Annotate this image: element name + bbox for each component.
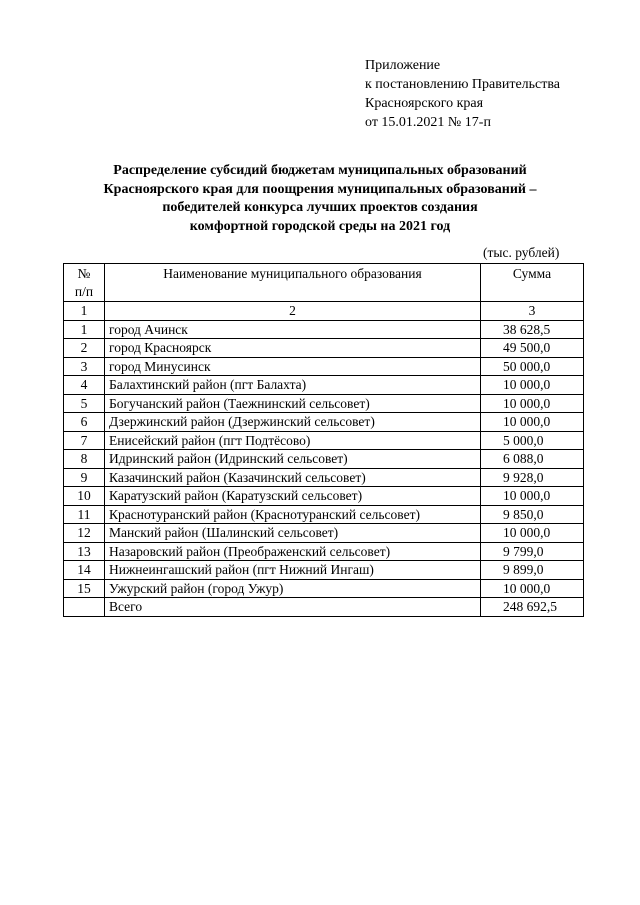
- row-name: Балахтинский район (пгт Балахта): [105, 376, 481, 395]
- table-row: [64, 542, 584, 561]
- row-name: Дзержинский район (Дзержинский сельсовет): [105, 413, 481, 432]
- table-row: [64, 431, 584, 450]
- row-name: Казачинский район (Казачинский сельсовет): [105, 468, 481, 487]
- table-row: [64, 450, 584, 469]
- row-number: 15: [64, 579, 105, 598]
- table-row: [64, 339, 584, 358]
- row-number: 13: [64, 542, 105, 561]
- row-name: Манский район (Шалинский сельсовет): [105, 524, 481, 543]
- row-number: 3: [64, 357, 105, 376]
- table-row: [64, 468, 584, 487]
- title-line-1: Распределение субсидий бюджетам муниципальных образований: [113, 163, 527, 178]
- total-sum: 248 692,5: [481, 598, 584, 617]
- appendix-block: [365, 56, 560, 132]
- row-number: 11: [64, 505, 105, 524]
- appendix-line-2: к постановлению Правительства: [365, 77, 561, 92]
- row-number: 2: [64, 339, 105, 358]
- row-number: 14: [64, 561, 105, 580]
- row-number: 7: [64, 431, 105, 450]
- title-line-3: победителей конкурса лучших проектов создания: [162, 200, 478, 215]
- appendix-line-1: Приложение: [365, 58, 441, 73]
- table-row: [64, 487, 584, 506]
- row-number: 8: [64, 450, 105, 469]
- table-row: [64, 561, 584, 580]
- row-sum: 5 000,0: [481, 431, 584, 450]
- row-name: город Красноярск: [105, 339, 481, 358]
- header-sum: Сумма: [481, 264, 584, 302]
- row-sum: 10 000,0: [481, 376, 584, 395]
- row-sum: 9 899,0: [481, 561, 584, 580]
- row-number: 12: [64, 524, 105, 543]
- appendix-line-4: от 15.01.2021 № 17-п: [365, 115, 491, 130]
- title-line-2: Красноярского края для поощрения муниципальных образований –: [103, 181, 537, 197]
- table-row: [64, 320, 584, 339]
- header-number: [64, 264, 105, 302]
- table-header-row: [64, 264, 584, 302]
- column-number-2: 2: [105, 302, 481, 321]
- row-name: Назаровский район (Преображенский сельсовет): [105, 542, 481, 561]
- table-row: [64, 579, 584, 598]
- total-row: [64, 598, 584, 617]
- row-sum: 49 500,0: [481, 339, 584, 358]
- column-number-1: 1: [64, 302, 105, 321]
- header-number-line-2: п/п: [74, 284, 94, 299]
- table-row: [64, 524, 584, 543]
- units-label: (тыс. рублей): [483, 245, 560, 260]
- row-sum: 50 000,0: [481, 357, 584, 376]
- row-number: 1: [64, 320, 105, 339]
- table-row: [64, 376, 584, 395]
- row-sum: 9 799,0: [481, 542, 584, 561]
- row-name: Богучанский район (Таежнинский сельсовет): [105, 394, 481, 413]
- row-sum: 10 000,0: [481, 487, 584, 506]
- row-name: Идринский район (Идринский сельсовет): [105, 450, 481, 469]
- total-label: Всего: [105, 598, 481, 617]
- row-sum: 9 850,0: [481, 505, 584, 524]
- table-row: [64, 394, 584, 413]
- row-sum: 38 628,5: [481, 320, 584, 339]
- row-number: 4: [64, 376, 105, 395]
- title-line-4: комфортной городской среды на 2021 год: [189, 218, 451, 234]
- column-number-3: 3: [481, 302, 584, 321]
- table-row: [64, 357, 584, 376]
- header-name: Наименование муниципального образования: [105, 264, 481, 302]
- document-title: [60, 162, 580, 236]
- header-number-line-1: №: [77, 266, 91, 281]
- row-name: город Ачинск: [105, 320, 481, 339]
- row-name: город Минусинск: [105, 357, 481, 376]
- row-name: Ужурский район (город Ужур): [105, 579, 481, 598]
- row-sum: 10 000,0: [481, 394, 584, 413]
- row-sum: 6 088,0: [481, 450, 584, 469]
- column-number-row: [64, 302, 584, 321]
- row-name: Краснотуранский район (Краснотуранский сельсовет): [105, 505, 481, 524]
- row-number: 6: [64, 413, 105, 432]
- row-name: Нижнеингашский район (пгт Нижний Ингаш): [105, 561, 481, 580]
- row-sum: 10 000,0: [481, 579, 584, 598]
- row-number: 10: [64, 487, 105, 506]
- appendix-line-3: Красноярского края: [365, 96, 484, 111]
- row-number: 9: [64, 468, 105, 487]
- row-number: 5: [64, 394, 105, 413]
- total-num: [64, 598, 105, 617]
- row-name: Каратузский район (Каратузский сельсовет): [105, 487, 481, 506]
- table-row: [64, 413, 584, 432]
- table-row: [64, 505, 584, 524]
- row-name: Енисейский район (пгт Подтёсово): [105, 431, 481, 450]
- row-sum: 10 000,0: [481, 413, 584, 432]
- subsidy-table: [63, 263, 584, 617]
- row-sum: 10 000,0: [481, 524, 584, 543]
- row-sum: 9 928,0: [481, 468, 584, 487]
